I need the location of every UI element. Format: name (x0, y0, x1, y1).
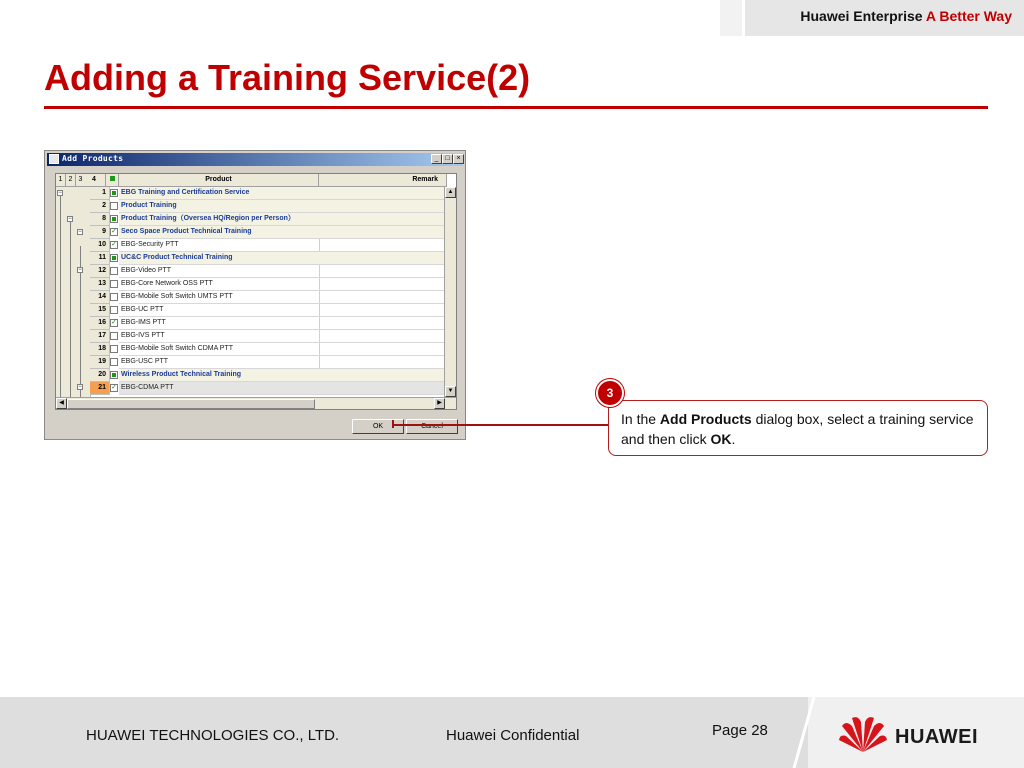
row-checkbox[interactable]: ✓ (111, 241, 117, 248)
page-number: Page 28 (712, 722, 768, 739)
product-cell: EBG-Security PTT (119, 239, 320, 252)
row-checkbox[interactable] (110, 371, 118, 379)
row-checkbox[interactable] (110, 358, 118, 366)
outline-line (60, 194, 61, 399)
remark-cell[interactable] (319, 187, 446, 200)
table-row[interactable] (90, 252, 446, 265)
product-cell: EBG-Mobile Soft Switch UMTS PTT (119, 291, 320, 304)
product-cell: EBG-IVS PTT (119, 330, 320, 343)
callout-text: In the (621, 411, 660, 427)
table-row[interactable] (90, 265, 446, 278)
scroll-left-icon[interactable]: ◀ (56, 398, 67, 409)
row-number: 15 (90, 304, 110, 317)
slide-title: Adding a Training Service(2) (44, 57, 531, 98)
huawei-logo-icon (838, 712, 888, 754)
table-row[interactable] (90, 356, 446, 369)
remark-cell[interactable] (319, 200, 446, 213)
vertical-scrollbar[interactable] (444, 187, 456, 397)
row-checkbox[interactable] (110, 202, 118, 210)
callout-text: dialog box, select a training service and then click (621, 411, 974, 447)
row-checkbox[interactable]: ✓ (111, 384, 117, 391)
table-row[interactable] (90, 343, 446, 356)
scroll-up-icon[interactable]: ▲ (445, 187, 456, 198)
product-cell: Product Training（Oversea HQ/Region per Person） (119, 213, 320, 226)
callout-text-button-name: OK (710, 431, 732, 447)
add-products-dialog (44, 150, 466, 440)
collapse-icon[interactable]: − (78, 267, 82, 273)
table-row[interactable] (90, 330, 446, 343)
row-checkbox[interactable] (110, 306, 118, 314)
outline-level-3[interactable]: 3 (76, 174, 86, 187)
dialog-title: Add Products (62, 154, 124, 163)
horizontal-scroll-thumb[interactable] (67, 399, 315, 409)
row-checkbox[interactable] (110, 215, 118, 223)
footer-confidential: Huawei Confidential (446, 727, 580, 744)
outline-line (70, 220, 71, 400)
minimize-button[interactable]: _ (431, 154, 442, 164)
table-row[interactable] (90, 187, 446, 200)
table-row[interactable] (90, 200, 446, 213)
remark-cell[interactable] (319, 291, 446, 304)
row-checkbox[interactable]: ✓ (111, 319, 117, 326)
product-cell: Product Training (119, 200, 320, 213)
callout-text-dialog-name: Add Products (659, 411, 752, 427)
product-cell: EBG-UC PTT (119, 304, 320, 317)
maximize-button[interactable]: □ (442, 154, 453, 164)
remark-column-header[interactable]: Remark (319, 174, 447, 187)
product-cell: EBG-Video PTT (119, 265, 320, 278)
product-column-header[interactable]: Product (119, 174, 319, 187)
row-number: 19 (90, 356, 110, 369)
row-number: 17 (90, 330, 110, 343)
outline-level-1[interactable]: 1 (56, 174, 66, 187)
close-button[interactable]: × (453, 154, 464, 164)
product-cell: UC&C Product Technical Training (119, 252, 320, 265)
row-number: 16 (90, 317, 110, 330)
row-number: 1 (90, 187, 110, 200)
row-number: 20 (90, 369, 110, 382)
row-number: 11 (90, 252, 110, 265)
collapse-icon[interactable]: − (58, 190, 62, 196)
callout-connector (392, 424, 608, 426)
row-number: 9 (90, 226, 110, 239)
product-cell: EBG Training and Certification Service (119, 187, 320, 200)
table-row[interactable] (90, 317, 446, 330)
row-number: 21 (90, 382, 110, 395)
check-header[interactable] (106, 174, 119, 187)
remark-cell[interactable] (319, 213, 446, 226)
title-underline (44, 106, 988, 109)
remark-cell[interactable] (319, 330, 446, 343)
table-row[interactable] (90, 278, 446, 291)
callout-text: . (731, 431, 736, 447)
dialog-titlebar[interactable] (47, 153, 463, 166)
product-cell: EBG-USC PTT (119, 356, 320, 369)
row-number-header: 4 (83, 174, 106, 187)
row-checkbox[interactable]: ✓ (111, 228, 117, 235)
remark-cell[interactable] (319, 278, 446, 291)
remark-cell[interactable] (319, 356, 446, 369)
product-cell: EBG-Mobile Soft Switch CDMA PTT (119, 343, 320, 356)
row-number: 2 (90, 200, 110, 213)
outline-level-bar (56, 174, 86, 187)
row-checkbox[interactable] (110, 332, 118, 340)
brand-slogan: A Better Way (925, 8, 1012, 24)
window-icon (49, 154, 59, 164)
row-checkbox[interactable] (110, 345, 118, 353)
callout-box (608, 400, 988, 456)
table-row[interactable] (90, 382, 446, 395)
row-number: 13 (90, 278, 110, 291)
outline-tree (56, 187, 91, 409)
scroll-down-icon[interactable]: ▼ (445, 386, 456, 397)
footer-divider (790, 697, 820, 768)
table-row[interactable] (90, 239, 446, 252)
table-row[interactable] (90, 369, 446, 382)
row-checkbox[interactable] (110, 254, 118, 262)
brand-tab (745, 0, 1024, 36)
product-grid (55, 173, 457, 410)
collapse-icon[interactable]: − (68, 216, 72, 222)
product-cell: EBG-Core Network OSS PTT (119, 278, 320, 291)
collapse-icon[interactable]: − (78, 384, 82, 390)
brand-name: Huawei Enterprise (800, 8, 923, 24)
collapse-icon[interactable]: − (78, 229, 82, 235)
remark-cell[interactable] (319, 382, 446, 395)
product-cell: EBG-IMS PTT (119, 317, 320, 330)
scroll-right-icon[interactable]: ▶ (434, 398, 445, 409)
remark-cell[interactable] (319, 304, 446, 317)
row-checkbox[interactable] (110, 280, 118, 288)
product-cell: Seco Space Product Technical Training (119, 226, 320, 239)
remark-cell[interactable] (319, 343, 446, 356)
footer-company: HUAWEI TECHNOLOGIES CO., LTD. (86, 727, 340, 744)
cancel-button[interactable]: Cancel (406, 419, 458, 434)
row-number: 8 (90, 213, 110, 226)
product-cell: EBG-CDMA PTT (119, 382, 320, 395)
brand-tab-shadow (720, 0, 742, 36)
huawei-logo-text: HUAWEI (895, 726, 978, 748)
table-row[interactable] (90, 291, 446, 304)
step-number-badge: 3 (596, 379, 624, 407)
row-number: 10 (90, 239, 110, 252)
remark-cell[interactable] (319, 265, 446, 278)
table-row[interactable] (90, 213, 446, 226)
remark-cell[interactable] (319, 239, 446, 252)
brand-tagline (800, 8, 1012, 24)
outline-level-2[interactable]: 2 (66, 174, 76, 187)
remark-cell[interactable] (319, 226, 446, 239)
row-number: 14 (90, 291, 110, 304)
row-checkbox[interactable] (110, 293, 118, 301)
remark-cell[interactable] (319, 369, 446, 382)
row-checkbox[interactable] (110, 267, 118, 275)
remark-cell[interactable] (319, 317, 446, 330)
table-row[interactable] (90, 226, 446, 239)
row-number: 18 (90, 343, 110, 356)
product-cell: Wireless Product Technical Training (119, 369, 320, 382)
row-checkbox[interactable] (110, 189, 118, 197)
horizontal-scrollbar[interactable] (56, 397, 456, 409)
table-row[interactable] (90, 304, 446, 317)
remark-cell[interactable] (319, 252, 446, 265)
ok-button[interactable]: OK (352, 419, 404, 434)
row-number: 12 (90, 265, 110, 278)
